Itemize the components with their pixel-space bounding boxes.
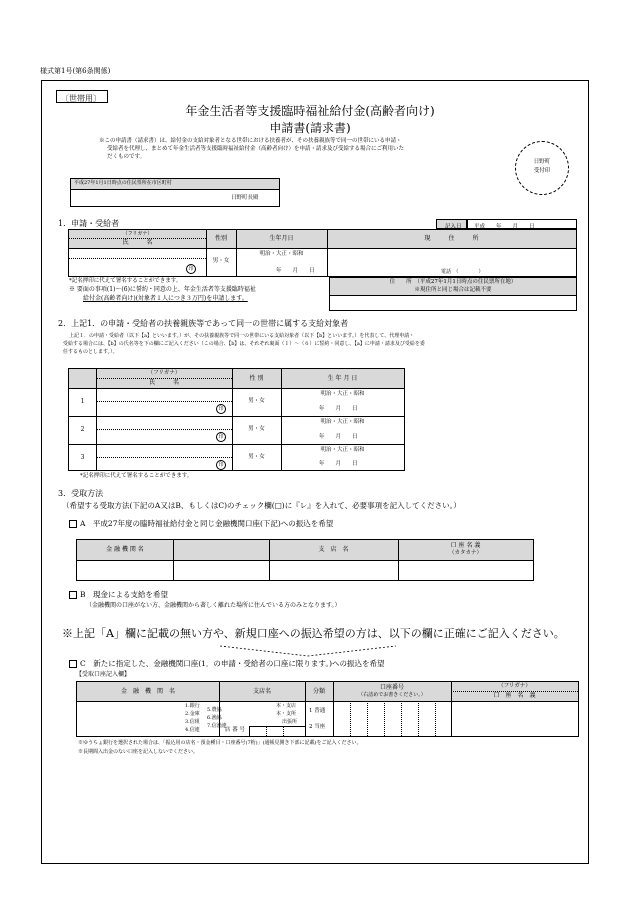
option-a-branch-label: 支 店 名 xyxy=(318,546,349,553)
section-3-heading: 3．受取方法 xyxy=(58,489,104,498)
applicant-name-label: 氏 名 xyxy=(122,239,153,246)
entry-date-label: 記入日 xyxy=(436,219,467,229)
bank-type-6[interactable]: 6.漁協 xyxy=(207,715,222,721)
branch-type-2[interactable]: 本・支所 xyxy=(276,711,297,717)
option-c-section-label: 【受取口座記入欄】 xyxy=(76,671,131,678)
option-a-table xyxy=(76,539,534,581)
dependents-sign-note: *記名押印に代えて署名することができます。 xyxy=(80,473,193,479)
dependent-row-1-ymd[interactable]: 年 月 日 xyxy=(319,406,358,412)
option-c-label: C 新たに指定した、金融機関口座(1．の申請・受給者の口座に限ります。)への振込を希望 xyxy=(80,659,385,668)
seal-icon: 印 xyxy=(216,432,226,442)
consent-note-2: 給付金(高齢者向け)(対象者１人につき３万円)を申請します。 xyxy=(83,295,248,302)
section-3-instruction: （希望する受取方法(下記のA又はB、もしくはC)のチェック欄(□)に『レ』を入れて、必要事項を記入してください。） xyxy=(62,501,461,510)
option-c-account-label: 口座番号 xyxy=(379,684,404,691)
option-c-account-note: （右詰めでお書きください。） xyxy=(358,692,426,698)
option-a-holder-kana: （カタカナ） xyxy=(448,550,482,556)
intro-line-2: 受給者を代理し、まとめて年金生活者等支援臨時福祉給付金（高齢者向け）を申請・請求及び受給する場合にご利用いた xyxy=(107,146,405,152)
option-c-footnote-1: ※ゆうちょ銀行を選択された場合は、「振込用の店名・預金種目・口座番号(7桁)」(通帳見開き下部に記載)をご記入ください。 xyxy=(78,740,362,746)
page-title: 年金生活者等支援臨時福祉給付金(高齢者向け) xyxy=(185,104,435,118)
option-b-label: B 現金による支給を希望 xyxy=(80,590,169,599)
bank-type-3[interactable]: 3.信組 xyxy=(185,719,200,725)
option-b-note: （金融機関の口座がない方、金融機関から著しく離れた場所に住んでいる方のみとなります。） xyxy=(86,602,341,609)
account-type-1[interactable]: 1 普通 xyxy=(309,708,326,714)
bank-type-4[interactable]: 4.信連 xyxy=(185,727,200,733)
applicant-phone[interactable]: 電話 （ ） xyxy=(441,269,484,275)
entry-date-field[interactable]: 平成 年 月 日 xyxy=(467,219,577,229)
option-a-label: A 平成27年度の臨時福祉給付金と同じ金融機関口座(下記)への振込を希望 xyxy=(80,519,334,528)
applicant-birth-ymd[interactable]: 年 月 日 xyxy=(276,268,315,274)
dependents-birth-label: 生 年 月 日 xyxy=(327,375,358,382)
dependents-gender-label: 性 別 xyxy=(249,375,264,382)
page-subtitle: 申請書(請求書) xyxy=(269,121,351,135)
branch-type-3[interactable]: 出張所 xyxy=(282,719,298,725)
reception-stamp xyxy=(515,141,569,195)
dependent-row-3-gender[interactable]: 男・女 xyxy=(248,454,265,460)
residence-address-head: 住 所 （平成27年1月1日時点の住民票所在地） xyxy=(389,279,517,285)
dependents-table xyxy=(68,368,405,471)
dependent-row-1-gender[interactable]: 男・女 xyxy=(248,398,265,404)
checkbox-icon[interactable] xyxy=(69,591,77,599)
dependent-row-3-ymd[interactable]: 年 月 日 xyxy=(319,461,358,467)
dependent-row-2-ymd[interactable]: 年 月 日 xyxy=(319,434,358,440)
option-c-footnote-2: ※長期間入出金のない口座を記入しないでください。 xyxy=(78,749,199,755)
stamp-line-1: 日野町 xyxy=(533,159,551,165)
notice-bracket-icon xyxy=(218,644,398,658)
bank-type-7[interactable]: 7.信漁連 xyxy=(207,723,227,729)
store-number-label: 店 番 号 xyxy=(225,727,245,733)
residence-address-note: ※現住所と同じ場合は記載不要 xyxy=(414,287,492,293)
mayor-address: 日野町長殿 xyxy=(231,195,259,201)
residence-address-box xyxy=(329,277,577,311)
residence-municipality-box xyxy=(70,178,280,207)
option-c-holder-label: 口 座 名 義 xyxy=(493,692,536,699)
dependent-row-2-no: 2 xyxy=(80,426,85,433)
dependent-row-3-era[interactable]: 明治・大正・昭和 xyxy=(320,447,365,453)
checkbox-icon[interactable] xyxy=(69,660,77,668)
dependent-row-1-no: 1 xyxy=(80,398,85,405)
intro-line-3: だくものです。 xyxy=(107,154,146,160)
section-2-desc-1: 上記１．の申請・受給者（以下【a】といいます。）が、その扶養親族等で同一の世帯にいる支給対象者（以下【b】といいます。）を代表して、代理申請・ xyxy=(69,333,415,339)
dependent-row-2-era[interactable]: 明治・大正・昭和 xyxy=(320,419,365,425)
seal-icon: 印 xyxy=(216,460,226,470)
applicant-table xyxy=(68,229,577,277)
applicant-sign-note: *記名押印に代えて署名することができます。 xyxy=(69,278,182,284)
section-2-desc-3: 任するものとします。）。 xyxy=(63,349,118,355)
account-type-2[interactable]: 2 当座 xyxy=(309,724,326,730)
option-c-branch-label: 支店名 xyxy=(252,688,271,695)
residence-municipality-label: 平成27年1月1日時点の住民票所在市区町村 xyxy=(74,180,172,186)
applicant-gender-value[interactable]: 男・女 xyxy=(212,258,230,264)
applicant-gender-label: 性別 xyxy=(214,235,227,242)
applicant-furigana-label: （フリガナ） xyxy=(122,231,153,237)
option-a-bank-label: 金 融 機 関 名 xyxy=(106,546,144,553)
section-2-desc-2: 受給する場合には、【b】の氏名等を下の欄にご記入ください（この場合、【b】は、それぞれ裏面（１）～（６）に誓約・同意し、【a】に申請・請求及び受給を委 xyxy=(63,341,425,347)
option-a-holder-label: 口 座 名 義 xyxy=(450,542,481,549)
section-2-heading: 2．上記1．の申請・受給者の扶養親族等であって同一の世帯に属する支給対象者 xyxy=(58,319,349,328)
bank-type-1[interactable]: 1.銀行 xyxy=(185,703,200,709)
applicant-birth-label: 生年月日 xyxy=(269,235,294,242)
dependent-row-3-no: 3 xyxy=(80,454,85,461)
dependent-row-2-gender[interactable]: 男・女 xyxy=(248,426,265,432)
form-number: 様式第1号(第6条関係) xyxy=(40,67,111,75)
dependents-furigana-label: （フリガナ） xyxy=(147,370,181,376)
seal-icon: 印 xyxy=(186,264,196,274)
seal-icon: 印 xyxy=(216,404,226,414)
option-c-type-label: 分類 xyxy=(312,688,325,695)
bank-type-5[interactable]: 5.農協 xyxy=(207,707,222,713)
section-1-heading: 1．申請・受給者 xyxy=(58,219,120,228)
stamp-line-2: 受付印 xyxy=(533,168,551,174)
applicant-era[interactable]: 明治・大正・昭和 xyxy=(259,251,304,257)
checkbox-icon[interactable] xyxy=(69,520,77,528)
household-tag: 〔世帯用〕 xyxy=(56,90,108,103)
bank-type-2[interactable]: 2.金庫 xyxy=(185,711,200,717)
dependent-row-1-era[interactable]: 明治・大正・昭和 xyxy=(320,391,365,397)
option-c-bank-label: 金 融 機 関 名 xyxy=(120,688,175,695)
intro-line-1: ※この申請書（請求書）は、給付金の支給対象者となる世帯における扶養者が、その扶養親族等で同一の世帯にいる申請・ xyxy=(99,138,402,144)
option-c-furigana-label: （フリガナ） xyxy=(498,683,531,689)
option-c-table xyxy=(76,681,579,737)
consent-note-1: ※ 要面の事項(1)～(6)に誓約・同意の上、年金生活者等支援臨時福祉 xyxy=(69,286,256,293)
new-account-notice: ※上記「A」欄に記載の無い方や、新規口座への振込希望の方は、以下の欄に正確にご記入ください。 xyxy=(62,627,565,640)
applicant-address-label: 現 住 所 xyxy=(424,235,479,242)
branch-type-1[interactable]: 本・支店 xyxy=(276,703,297,709)
dependents-name-label: 氏 名 xyxy=(148,379,179,386)
